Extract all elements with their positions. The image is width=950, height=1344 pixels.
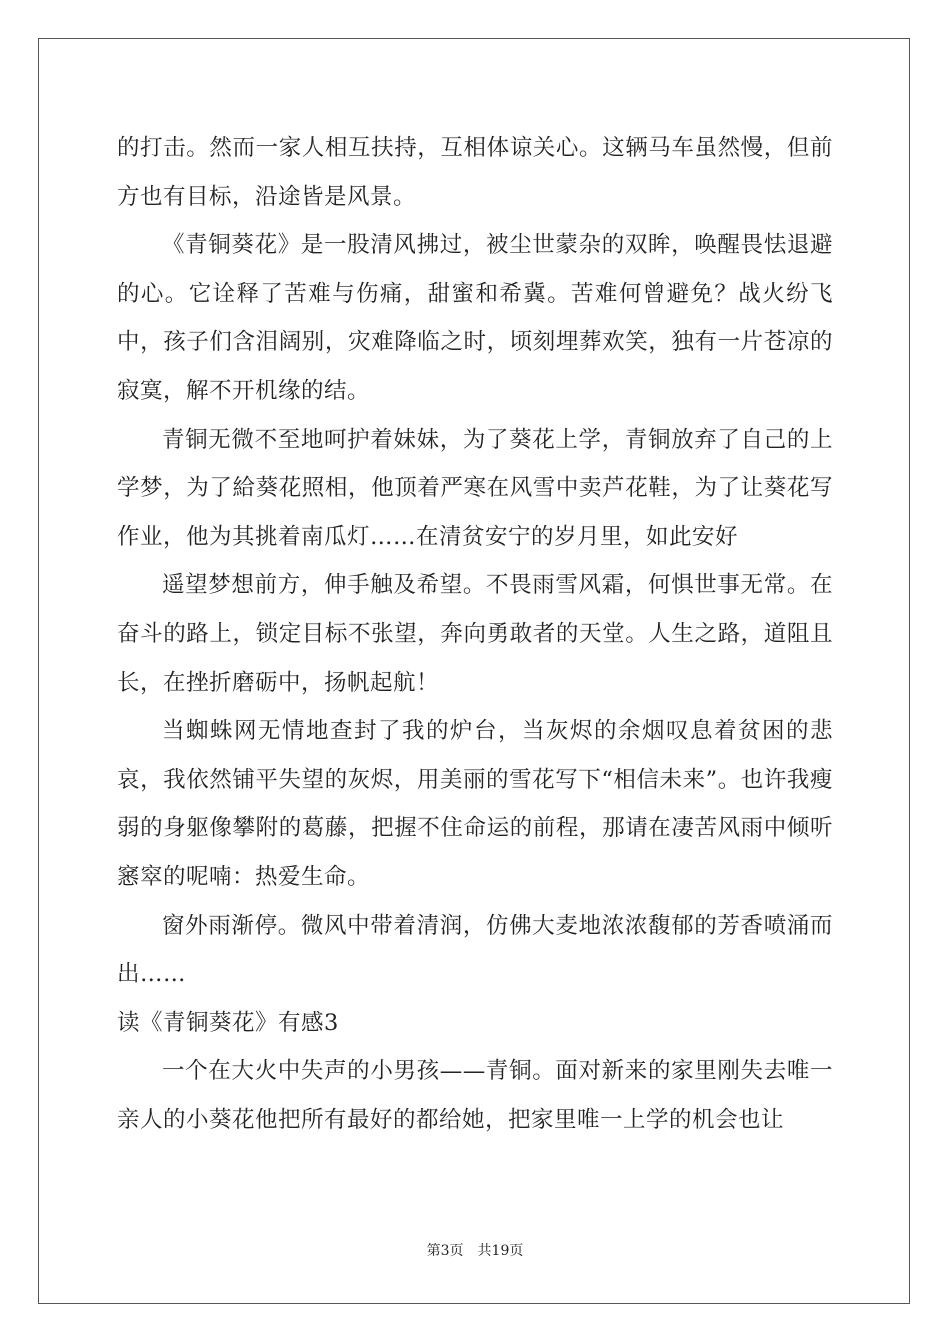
document-body [117,124,833,1144]
paragraph-1: 的打击。然而一家人相互扶持，互相体谅关心。这辆马车虽然慢，但前方也有目标，沿途皆是风景。 [117,135,833,210]
paragraph-5: 当蜘蛛网无情地查封了我的炉台，当灰烬的余烟叹息着贫困的悲哀，我依然铺平失望的灰烬，用美丽的雪花写下“相信未来”。也许我瘦弱的身躯像攀附的葛藤，把握不住命运的前程，那请在凄苦风雨中倾听窸窣的呢喃：热爱生命。 [117,718,833,890]
paragraph-4: 遥望梦想前方，伸手触及希望。不畏雨雪风霜，何惧世事无常。在奋斗的路上，锁定目标不张望，奔向勇敢者的天堂。人生之路，道阻且长，在挫折磨砺中，扬帆起航！ [117,572,833,696]
page-footer: 第3页 共19页 [426,1243,524,1259]
paragraph-7: 一个在大火中失声的小男孩——青铜。面对新来的家里刚失去唯一亲人的小葵花他把所有最好的都给她，把家里唯一上学的机会也让 [117,1058,833,1133]
paragraph-3: 青铜无微不至地呵护着妹妹，为了葵花上学，青铜放弃了自己的上学梦，为了給葵花照相，他顶着严寒在风雪中卖芦花鞋，为了让葵花写作业，他为其挑着南瓜灯……在清贫安宁的岁月里，如此安好 [117,426,833,550]
section-heading: 读《青铜葵花》有感3 [117,1009,339,1036]
paragraph-6: 窗外雨渐停。微风中带着清润，仿佛大麦地浓浓馥郁的芳香喷涌而出…… [117,912,833,988]
paragraph-2: 《青铜葵花》是一股清风拂过，被尘世蒙杂的双眸，唤醒畏怯退避的心。它诠释了苦难与伤痛，甜蜜和希冀。苦难何曾避免？战火纷飞中，孩子们含泪阔别，灾难降临之时，顷刻埋葬欢笑，独有一片苍凉的寂寞，解不开机缘的结。 [117,232,833,404]
